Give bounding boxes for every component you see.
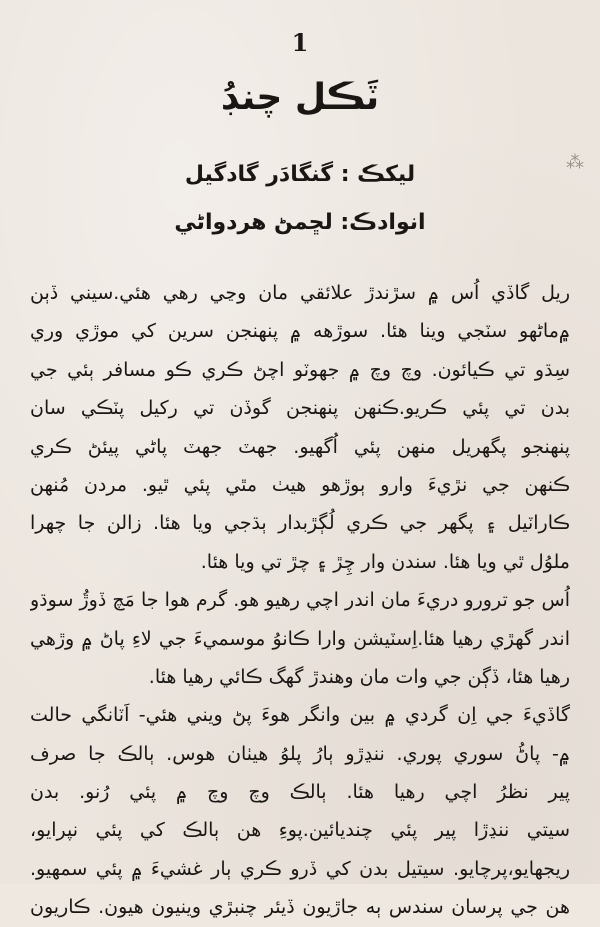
text-line: گاڏيءَ جي اِن گردي ۾ بين وانگر هوءَ پڻ ويني هئي- اَٽانگي حالت xyxy=(30,704,570,727)
text-line: اُس جو ترورو دريءَ مان اندر اچي رهيو هو. گرم هوا جا مَچ ڏوڙُ سوڌو xyxy=(30,589,570,612)
text-line: بدن تي پئي ڪريو.ڪنهن پنهنجن گوڏن تي رکيل پٽڪي سان xyxy=(30,397,570,420)
text-line: ڪنهن جي نڙيءَ وارو ٻوڙهو هيٺ مٿي پئي ٿيو. مردن مُنهن xyxy=(30,473,570,496)
text-line: سِڌو تي ڪيائون. وچ وچ ۾ جهوٽو اچڻ ڪري ڪو مسافر ٻئي جي xyxy=(30,358,570,381)
text-line: ۾ماڻهو سٽجي وينا هئا. سوڙهه ۾ پنهنجن سرين کي موڙي وري xyxy=(30,320,570,343)
text-line: ريجهايو،پرچايو. سيتيل بدن کي ڏرو ڪري ٻار غشيءَ ۾ پئي سمهيو. xyxy=(30,857,570,880)
story-body xyxy=(30,274,570,927)
author-line: ليکڪ : گنگادَر گادگيل xyxy=(184,162,416,187)
text-line: ۾- پاڻُ سوري پوري. ننڍڙو ٻارُ پلوُ هيٺان هوس. ٻالڪ جا صرف xyxy=(30,742,570,765)
story-title: ٽَڪل چنڊُ xyxy=(220,77,380,118)
text-line: سيتي ننڍڙا پير پئي چنديائين.پوءِ هن ٻالڪ کي پئي نپرايو، xyxy=(30,819,570,842)
page-number: 1 xyxy=(291,28,309,57)
text-line: ڪاراٽيل ۽ پگهر جي ڪري لُڳڙبدار ٻڌجي ويا هئا. زالن جا چهرا xyxy=(30,512,570,535)
text-line: رهيا هئا، ڏڳن جي وات مان وهندڙ گهگ ڪائي رهيا هئا. xyxy=(148,665,570,688)
margin-mark: ⁂ xyxy=(566,152,584,173)
text-line: پنهنجو پگهريل منهن پئي اُگهيو. جهٽ جهٽ پاڻي پيئڻ ڪري xyxy=(30,435,570,458)
text-line: هن جي پرسان سندس ٻه جاڙيون ڏيئر چنبڙي وينيون هيون. ڪاريون xyxy=(30,896,570,919)
translator-line: انوادڪ: لڇمڻ هردواڻي xyxy=(174,210,426,235)
text-line: پير نظرُ اچي رهيا هئا. ٻالڪ وچ وچ ۾ پئي رُنو. بدن xyxy=(30,781,570,804)
text-line: ملوُل ٿي ويا هئا. سندن وار چِڙ ۽ چڙ تي ويا هئا. xyxy=(200,550,570,573)
text-line: اندر گهڙي رهيا هئا.اِسٽيشن وارا ڪانوُ موسميءَ جي لاءِ پاڻ ۾ وڙهي xyxy=(30,627,570,650)
text-line: ريل گاڏي اُس ۾ سڙندڙ علائقي مان وڃي رهي هئي.سيني ڏٻن xyxy=(30,282,570,304)
